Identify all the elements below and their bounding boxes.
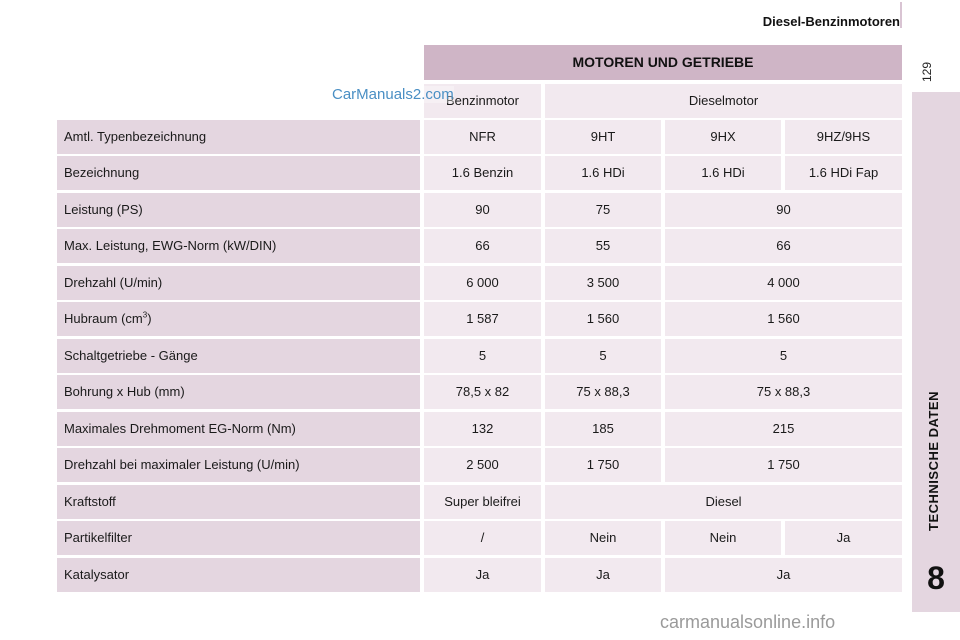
row-value: 6 000 bbox=[424, 266, 541, 300]
row-label: Leistung (PS) bbox=[57, 193, 420, 227]
page-number: 129 bbox=[920, 61, 934, 83]
footer-watermark: carmanualsonline.info bbox=[660, 612, 836, 632]
row-label: Bezeichnung bbox=[57, 156, 420, 190]
row-value: 1.6 HDi bbox=[545, 156, 661, 190]
row-value: 1 750 bbox=[545, 448, 661, 482]
watermark-link[interactable]: CarManuals2.com bbox=[332, 86, 454, 103]
row-value: 75 x 88,3 bbox=[665, 375, 902, 409]
table-row bbox=[57, 156, 902, 190]
row-value: 1 560 bbox=[665, 302, 902, 336]
row-value: 1 560 bbox=[545, 302, 661, 336]
row-value: 9HX bbox=[665, 120, 781, 154]
row-label-text: Hubraum (cm bbox=[64, 311, 143, 326]
row-value: 1 587 bbox=[424, 302, 541, 336]
group-diesel: Dieselmotor bbox=[545, 84, 902, 118]
row-value: 66 bbox=[424, 229, 541, 263]
row-value: / bbox=[424, 521, 541, 555]
row-value: 5 bbox=[424, 339, 541, 373]
row-label: Bohrung x Hub (mm) bbox=[57, 375, 420, 409]
row-label: Katalysator bbox=[57, 558, 420, 592]
row-value: 9HT bbox=[545, 120, 661, 154]
table-row bbox=[57, 266, 902, 300]
row-label: Partikelfilter bbox=[57, 521, 420, 555]
row-value: Nein bbox=[545, 521, 661, 555]
row-value: 66 bbox=[665, 229, 902, 263]
row-value: 75 x 88,3 bbox=[545, 375, 661, 409]
row-value: 185 bbox=[545, 412, 661, 446]
row-value: Ja bbox=[785, 521, 902, 555]
table-row bbox=[57, 375, 902, 409]
row-value: 78,5 x 82 bbox=[424, 375, 541, 409]
row-label: Amtl. Typenbezeichnung bbox=[57, 120, 420, 154]
table-row bbox=[57, 448, 902, 482]
table-row bbox=[57, 339, 902, 373]
row-value: 1.6 HDi bbox=[665, 156, 781, 190]
row-label: Drehzahl (U/min) bbox=[57, 266, 420, 300]
row-value: 5 bbox=[665, 339, 902, 373]
row-value: 1.6 HDi Fap bbox=[785, 156, 902, 190]
chapter-label: TECHNISCHE DATEN bbox=[926, 391, 941, 531]
row-value: 90 bbox=[665, 193, 902, 227]
row-value: 55 bbox=[545, 229, 661, 263]
row-label: Drehzahl bei maximaler Leistung (U/min) bbox=[57, 448, 420, 482]
row-label-superscript: 3 bbox=[142, 310, 148, 320]
row-value: Ja bbox=[545, 558, 661, 592]
header-divider bbox=[900, 2, 902, 28]
row-value: NFR bbox=[424, 120, 541, 154]
table-row bbox=[57, 485, 902, 519]
row-value: 1.6 Benzin bbox=[424, 156, 541, 190]
group-petrol: Benzinmotor bbox=[424, 84, 541, 118]
table-row bbox=[57, 193, 902, 227]
row-value: 2 500 bbox=[424, 448, 541, 482]
table-row bbox=[57, 558, 902, 592]
row-value: 90 bbox=[424, 193, 541, 227]
row-label: Maximales Drehmoment EG-Norm (Nm) bbox=[57, 412, 420, 446]
row-label: Max. Leistung, EWG-Norm (kW/DIN) bbox=[57, 229, 420, 263]
table-row bbox=[57, 412, 902, 446]
row-label: Kraftstoff bbox=[57, 485, 420, 519]
row-value: 132 bbox=[424, 412, 541, 446]
row-value: 5 bbox=[545, 339, 661, 373]
chapter-number: 8 bbox=[927, 560, 945, 596]
row-label: Schaltgetriebe - Gänge bbox=[57, 339, 420, 373]
row-value: Diesel bbox=[545, 485, 902, 519]
page-header-title: Diesel-Benzinmotoren bbox=[762, 14, 900, 29]
row-value: 75 bbox=[545, 193, 661, 227]
row-value: 4 000 bbox=[665, 266, 902, 300]
table-group-header bbox=[57, 84, 902, 118]
row-label-suffix: ) bbox=[147, 311, 152, 326]
table-row bbox=[57, 521, 902, 555]
table-row bbox=[57, 302, 902, 336]
row-value: 1 750 bbox=[665, 448, 902, 482]
row-value: Super bleifrei bbox=[424, 485, 541, 519]
row-value: Ja bbox=[665, 558, 902, 592]
row-value: Nein bbox=[665, 521, 781, 555]
row-value: 3 500 bbox=[545, 266, 661, 300]
row-value: 9HZ/9HS bbox=[785, 120, 902, 154]
row-value: Ja bbox=[424, 558, 541, 592]
table-row bbox=[57, 229, 902, 263]
row-label bbox=[57, 302, 420, 336]
table-row bbox=[57, 120, 902, 154]
row-value: 215 bbox=[665, 412, 902, 446]
table-title: MOTOREN UND GETRIEBE bbox=[424, 45, 902, 80]
